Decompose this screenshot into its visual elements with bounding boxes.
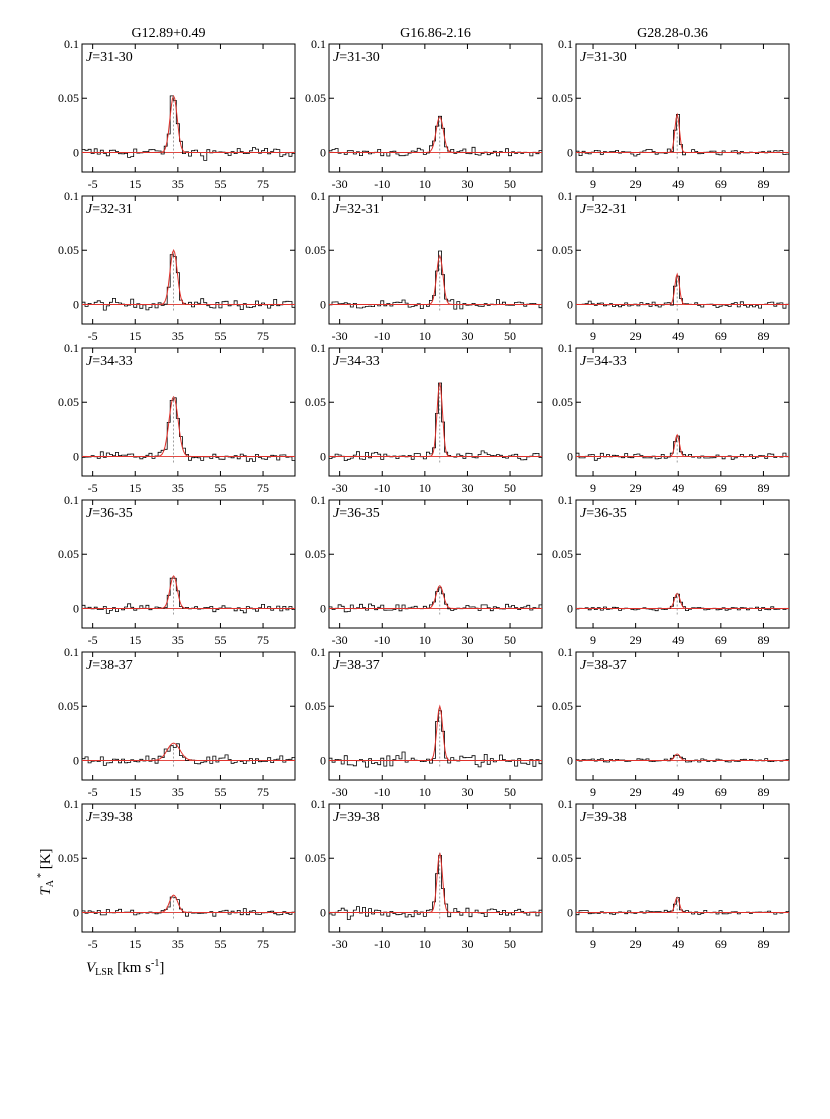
y-tick-label: 0.05	[58, 243, 79, 258]
x-tick-label: 50	[504, 481, 517, 495]
transition-label: J=32-31	[86, 202, 133, 217]
x-tick-label: 35	[171, 633, 184, 647]
x-tick-label: 49	[672, 785, 685, 799]
y-tick-label: 0	[567, 753, 573, 768]
x-tick-label: 75	[257, 329, 270, 343]
y-tick-label: 0	[73, 145, 79, 160]
y-tick-label: 0	[567, 601, 573, 616]
spectrum-panel	[305, 341, 542, 495]
x-tick-label: 89	[757, 633, 770, 647]
x-tick-label: 35	[171, 937, 184, 951]
x-tick-label: 10	[418, 329, 431, 343]
spectrum-panel	[552, 37, 789, 191]
transition-label: J=32-31	[333, 202, 380, 217]
y-tick-label: 0	[567, 145, 573, 160]
column-title: G28.28-0.36	[637, 26, 708, 41]
y-tick-label: 0	[567, 449, 573, 464]
x-tick-label: 9	[590, 633, 597, 647]
y-tick-label: 0.05	[552, 243, 573, 258]
y-tick-label: 0.05	[305, 395, 326, 410]
x-tick-label: 75	[257, 785, 270, 799]
y-tick-label: 0	[320, 905, 326, 920]
y-tick-label: 0.05	[305, 243, 326, 258]
y-tick-label: 0.05	[552, 547, 573, 562]
observed-spectrum	[329, 856, 542, 920]
x-tick-label: 49	[672, 481, 685, 495]
y-tick-label: 0.1	[311, 797, 326, 811]
x-tick-label: 55	[214, 937, 227, 951]
x-tick-label: 15	[129, 937, 142, 951]
x-tick-label: 75	[257, 633, 270, 647]
gaussian-fit	[576, 593, 789, 608]
y-tick-label: 0.05	[58, 395, 79, 410]
x-tick-label: 15	[129, 785, 142, 799]
y-tick-label: 0	[320, 601, 326, 616]
x-tick-label: 75	[257, 177, 270, 191]
spectrum-panel	[58, 645, 295, 799]
x-tick-label: 15	[129, 633, 142, 647]
x-tick-label: 69	[714, 937, 727, 951]
x-tick-label: 15	[129, 329, 142, 343]
y-tick-label: 0.05	[552, 395, 573, 410]
y-tick-label: 0.1	[311, 341, 326, 355]
spectrum-panel	[305, 797, 542, 951]
spectrum-panel	[58, 189, 295, 343]
x-tick-label: 35	[171, 329, 184, 343]
spectrum-panel	[58, 493, 295, 647]
x-tick-label: 9	[590, 329, 597, 343]
x-tick-label: 55	[214, 481, 227, 495]
observed-spectrum	[82, 744, 295, 766]
x-tick-label: 29	[629, 633, 642, 647]
y-tick-label: 0.1	[64, 797, 79, 811]
x-tick-label: 30	[461, 481, 474, 495]
x-tick-label: -10	[374, 329, 391, 343]
spectrum-panel	[552, 341, 789, 495]
transition-label: J=31-30	[580, 50, 627, 65]
y-tick-label: 0.1	[558, 341, 573, 355]
x-tick-label: 50	[504, 937, 517, 951]
transition-label: J=31-30	[86, 50, 133, 65]
x-tick-label: -10	[374, 633, 391, 647]
transition-label: J=31-30	[333, 50, 380, 65]
y-tick-label: 0	[567, 905, 573, 920]
spectrum-panel	[305, 37, 542, 191]
x-tick-label: 69	[714, 329, 727, 343]
y-tick-label: 0.1	[311, 37, 326, 51]
transition-label: J=34-33	[580, 354, 627, 369]
y-tick-label: 0.1	[558, 645, 573, 659]
x-tick-label: 50	[504, 329, 517, 343]
x-tick-label: 75	[257, 481, 270, 495]
column-title: G16.86-2.16	[400, 26, 471, 41]
x-tick-label: 10	[418, 177, 431, 191]
y-tick-label: 0	[320, 449, 326, 464]
x-tick-label: 30	[461, 633, 474, 647]
y-tick-label: 0.1	[64, 37, 79, 51]
x-tick-label: 69	[714, 481, 727, 495]
x-axis-title: $V_{LSR}$ [km $s^{-1}$]	[86, 958, 165, 978]
x-tick-label: -5	[87, 937, 98, 951]
x-tick-label: 10	[418, 937, 431, 951]
y-tick-label: 0.05	[58, 547, 79, 562]
x-tick-label: 69	[714, 177, 727, 191]
y-tick-label: 0.1	[311, 189, 326, 203]
gaussian-fit	[329, 586, 542, 609]
x-tick-label: 35	[171, 177, 184, 191]
x-tick-label: -5	[87, 633, 98, 647]
y-tick-label: 0.05	[552, 91, 573, 106]
y-tick-label: 0.1	[558, 37, 573, 51]
x-tick-label: -10	[374, 177, 391, 191]
gaussian-fit	[82, 576, 295, 609]
y-tick-label: 0.05	[305, 699, 326, 714]
x-tick-label: 29	[629, 481, 642, 495]
x-tick-label: -30	[331, 329, 348, 343]
transition-label: J=38-37	[333, 658, 380, 673]
observed-spectrum	[82, 96, 295, 160]
y-tick-label: 0	[73, 297, 79, 312]
y-tick-label: 0	[73, 753, 79, 768]
x-tick-label: -5	[87, 177, 98, 191]
spectrum-panel	[305, 645, 542, 799]
observed-spectrum	[82, 897, 295, 916]
gaussian-fit	[329, 117, 542, 153]
y-tick-label: 0.1	[311, 493, 326, 507]
gaussian-fit	[82, 96, 295, 152]
spectrum-panel	[305, 189, 542, 343]
spectrum-panel	[58, 797, 295, 951]
y-axis-title: $T_A$ * [K]	[36, 848, 56, 896]
x-tick-label: -5	[87, 329, 98, 343]
x-tick-label: 55	[214, 633, 227, 647]
x-tick-label: 30	[461, 937, 474, 951]
transition-label: J=34-33	[333, 354, 380, 369]
y-tick-label: 0	[320, 145, 326, 160]
x-tick-label: 55	[214, 785, 227, 799]
x-tick-label: 15	[129, 177, 142, 191]
x-tick-label: 55	[214, 177, 227, 191]
x-tick-label: 89	[757, 785, 770, 799]
x-tick-label: -30	[331, 481, 348, 495]
spectrum-panel	[305, 493, 542, 647]
panel-grid	[58, 26, 789, 951]
x-tick-label: 49	[672, 329, 685, 343]
y-tick-label: 0	[567, 297, 573, 312]
x-tick-label: 75	[257, 937, 270, 951]
y-tick-label: 0.05	[305, 547, 326, 562]
y-tick-label: 0.05	[58, 851, 79, 866]
observed-spectrum	[82, 255, 295, 310]
x-tick-label: -30	[331, 633, 348, 647]
y-tick-label: 0.1	[311, 645, 326, 659]
spectrum-panel	[58, 341, 295, 495]
transition-label: J=34-33	[86, 354, 133, 369]
x-tick-label: 29	[629, 177, 642, 191]
x-tick-label: 69	[714, 633, 727, 647]
transition-label: J=39-38	[333, 810, 380, 825]
observed-spectrum	[329, 251, 542, 309]
x-tick-label: -30	[331, 785, 348, 799]
x-tick-label: 49	[672, 633, 685, 647]
transition-label: J=32-31	[580, 202, 627, 217]
observed-spectrum	[329, 383, 542, 461]
x-tick-label: 10	[418, 785, 431, 799]
x-tick-label: 50	[504, 785, 517, 799]
y-tick-label: 0.1	[64, 341, 79, 355]
transition-label: J=36-35	[86, 506, 133, 521]
x-tick-label: -30	[331, 937, 348, 951]
y-tick-label: 0.05	[305, 91, 326, 106]
x-tick-label: -10	[374, 785, 391, 799]
x-tick-label: 50	[504, 633, 517, 647]
x-tick-label: 49	[672, 177, 685, 191]
spectrum-panel	[552, 189, 789, 343]
x-tick-label: 30	[461, 785, 474, 799]
gaussian-fit	[82, 743, 295, 760]
transition-label: J=38-37	[86, 658, 133, 673]
y-tick-label: 0.05	[305, 851, 326, 866]
y-tick-label: 0.05	[58, 91, 79, 106]
x-tick-label: 89	[757, 177, 770, 191]
spectrum-panel	[552, 645, 789, 799]
x-tick-label: 89	[757, 937, 770, 951]
observed-spectrum	[82, 398, 295, 462]
observed-spectrum	[576, 276, 789, 308]
y-tick-label: 0.05	[58, 699, 79, 714]
y-tick-label: 0	[320, 297, 326, 312]
transition-label: J=36-35	[333, 506, 380, 521]
x-tick-label: 89	[757, 481, 770, 495]
y-tick-label: 0.05	[552, 699, 573, 714]
x-tick-label: 15	[129, 481, 142, 495]
gaussian-fit	[82, 397, 295, 457]
y-tick-label: 0.1	[64, 645, 79, 659]
y-tick-label: 0.1	[64, 493, 79, 507]
x-tick-label: -5	[87, 481, 98, 495]
x-tick-label: 35	[171, 481, 184, 495]
y-tick-label: 0	[73, 449, 79, 464]
x-tick-label: 9	[590, 785, 597, 799]
transition-label: J=36-35	[580, 506, 627, 521]
x-tick-label: 69	[714, 785, 727, 799]
transition-label: J=38-37	[580, 658, 627, 673]
transition-label: J=39-38	[86, 810, 133, 825]
x-tick-label: 29	[629, 785, 642, 799]
spectrum-panel	[58, 37, 295, 191]
x-tick-label: 30	[461, 329, 474, 343]
y-tick-label: 0.05	[552, 851, 573, 866]
x-tick-label: 9	[590, 177, 597, 191]
x-tick-label: 30	[461, 177, 474, 191]
x-tick-label: 9	[590, 937, 597, 951]
x-tick-label: 10	[418, 633, 431, 647]
y-tick-label: 0.1	[64, 189, 79, 203]
x-tick-label: 29	[629, 329, 642, 343]
y-tick-label: 0.1	[558, 797, 573, 811]
column-title: G12.89+0.49	[131, 26, 206, 41]
transition-label: J=39-38	[580, 810, 627, 825]
y-tick-label: 0	[73, 601, 79, 616]
y-tick-label: 0.1	[558, 189, 573, 203]
y-tick-label: 0	[73, 905, 79, 920]
x-tick-label: 50	[504, 177, 517, 191]
x-tick-label: -30	[331, 177, 348, 191]
spectrum-panel	[552, 797, 789, 951]
x-tick-label: -10	[374, 937, 391, 951]
x-tick-label: 35	[171, 785, 184, 799]
x-tick-label: -10	[374, 481, 391, 495]
x-tick-label: -5	[87, 785, 98, 799]
spectrum-panel	[552, 493, 789, 647]
x-tick-label: 49	[672, 937, 685, 951]
x-tick-label: 29	[629, 937, 642, 951]
gaussian-fit	[82, 895, 295, 912]
y-tick-label: 0.1	[558, 493, 573, 507]
x-tick-label: 89	[757, 329, 770, 343]
x-tick-label: 9	[590, 481, 597, 495]
y-tick-label: 0	[320, 753, 326, 768]
gaussian-fit	[82, 250, 295, 304]
x-tick-label: 55	[214, 329, 227, 343]
x-tick-label: 10	[418, 481, 431, 495]
